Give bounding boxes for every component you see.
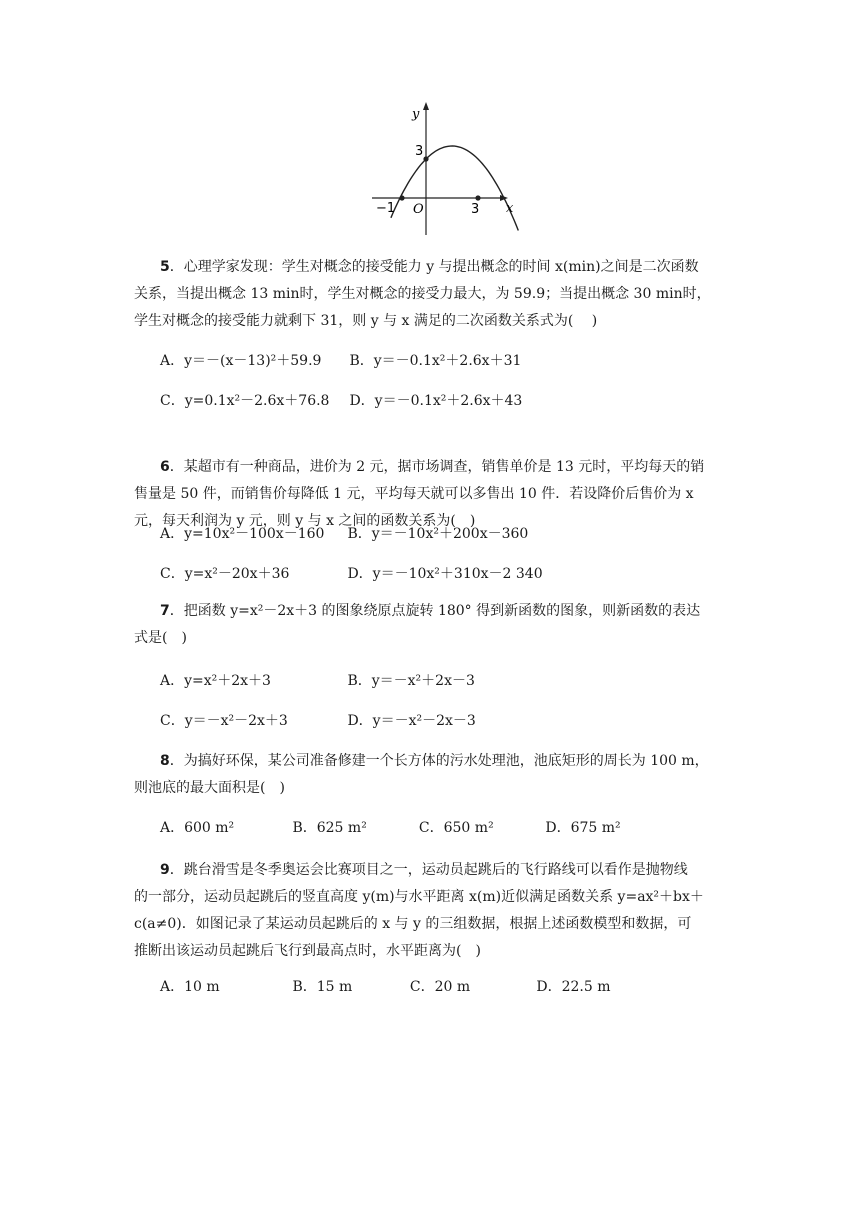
parabola-graph xyxy=(364,100,524,240)
question-6-options-row-2 xyxy=(160,563,543,583)
option-d[interactable]: D．675 m² xyxy=(545,820,621,836)
question-6-options-row-1 xyxy=(160,523,528,543)
question-8-options-row-1 xyxy=(160,817,621,837)
question-5-line-3: 学生对概念的接受能力就剩下 31，则 y 与 x 满足的二次函数关系式为( ) xyxy=(134,313,598,329)
question-5-line-1: 5．心理学家发现：学生对概念的接受能力 y 与提出概念的时间 x(min)之间是二次函数 xyxy=(160,259,699,275)
question-7-line-2: 式是( ) xyxy=(134,630,187,646)
question-6 xyxy=(160,454,705,481)
option-c[interactable]: C．650 m² xyxy=(418,820,494,836)
question-6-line-1: 6．某超市有一种商品，进价为 2 元，据市场调查，销售单价是 13 元时，平均每天的销 xyxy=(160,459,705,475)
option-c[interactable]: C．y＝－x²－2x＋3 xyxy=(160,713,288,729)
question-7 xyxy=(160,598,700,625)
question-number: 6 xyxy=(160,459,170,475)
option-a[interactable]: A．600 m² xyxy=(160,820,235,836)
question-9-line-1: 9．跳台滑雪是冬季奥运会比赛项目之一，运动员起跳后的飞行路线可以看作是抛物线 xyxy=(160,862,688,878)
y-intercept-label: 3 xyxy=(415,144,424,159)
question-9-line-2: 的一部分，运动员起跳后的竖直高度 y(m)与水平距离 x(m)近似满足函数关系 y=ax²＋bx＋ xyxy=(134,889,704,905)
option-a[interactable]: A．y=x²＋2x＋3 xyxy=(160,673,271,689)
question-5-cont xyxy=(134,281,734,335)
question-5-options-row-1 xyxy=(160,350,521,370)
question-7-options-row-2 xyxy=(160,710,476,730)
option-b[interactable]: B．y＝－10x²＋200x－360 xyxy=(347,526,529,542)
question-9 xyxy=(160,857,700,884)
option-a[interactable]: A．10 m xyxy=(160,979,220,995)
right-root-label: 3 xyxy=(471,202,480,217)
question-6-line-2: 售量是 50 件，而销售价每降低 1 元，平均每天就可以多售出 10 件．若设降价后售价为 x xyxy=(134,486,694,502)
question-7-line-1: 7．把函数 y=x²－2x＋3 的图象绕原点旋转 180° 得到新函数的图象，则新函数的表达 xyxy=(160,603,701,619)
question-9-options-row-1 xyxy=(160,976,610,996)
option-c[interactable]: C．y=x²－20x＋36 xyxy=(160,566,290,582)
question-8-cont xyxy=(134,775,734,802)
y-axis-label: y xyxy=(412,107,420,122)
question-8-line-1: 8．为搞好环保，某公司准备修建一个长方体的污水处理池，池底矩形的周长为 100 m， xyxy=(160,753,709,769)
option-c[interactable]: C．y=0.1x²－2.6x＋76.8 xyxy=(160,393,330,409)
question-number: 9 xyxy=(160,862,170,878)
point-left-root xyxy=(399,195,404,200)
question-5-options-row-2 xyxy=(160,390,522,410)
option-d[interactable]: D．22.5 m xyxy=(536,979,611,995)
option-b[interactable]: B．y＝－x²＋2x－3 xyxy=(347,673,475,689)
question-5-line-2: 关系，当提出概念 13 min时，学生对概念的接受力最大，为 59.9；当提出概念 30 min时， xyxy=(134,286,711,302)
question-7-options-row-1 xyxy=(160,670,475,690)
origin-label: O xyxy=(413,202,424,217)
question-5 xyxy=(160,254,700,281)
question-9-line-4: 推断出该运动员起跳后飞行到最高点时，水平距离为( ) xyxy=(134,943,481,959)
option-c[interactable]: C．20 m xyxy=(409,979,471,995)
question-number: 7 xyxy=(160,603,170,619)
question-number: 8 xyxy=(160,753,170,769)
point-right-root xyxy=(475,195,480,200)
option-b[interactable]: B．15 m xyxy=(292,979,353,995)
option-b[interactable]: B．y＝－0.1x²＋2.6x＋31 xyxy=(349,353,522,369)
question-9-cont xyxy=(134,884,734,965)
parabola-curve xyxy=(391,146,518,231)
question-6-line-3: 元，每天利润为 y 元，则 y 与 x 之间的函数关系为( ) xyxy=(134,513,476,529)
option-a[interactable]: A．y＝－(x－13)²＋59.9 xyxy=(160,353,322,369)
option-b[interactable]: B．625 m² xyxy=(292,820,367,836)
x-axis-label: x xyxy=(506,201,514,216)
option-d[interactable]: D．y＝－0.1x²＋2.6x＋43 xyxy=(349,393,523,409)
question-7-cont xyxy=(134,625,734,652)
left-root-label: −1 xyxy=(376,201,396,216)
y-axis-arrow xyxy=(423,102,429,110)
option-d[interactable]: D．y＝－x²－2x－3 xyxy=(347,713,476,729)
question-9-line-3: c(a≠0)．如图记录了某运动员起跳后的 x 与 y 的三组数据，根据上述函数模型和数据，可 xyxy=(134,916,692,932)
option-d[interactable]: D．y＝－10x²＋310x－2 340 xyxy=(347,566,543,582)
question-8 xyxy=(160,748,709,775)
question-number: 5 xyxy=(160,259,170,275)
option-a[interactable]: A．y=10x²－100x－160 xyxy=(160,526,325,542)
question-8-line-2: 则池底的最大面积是( ) xyxy=(134,780,285,796)
point-y-intercept xyxy=(423,156,428,161)
